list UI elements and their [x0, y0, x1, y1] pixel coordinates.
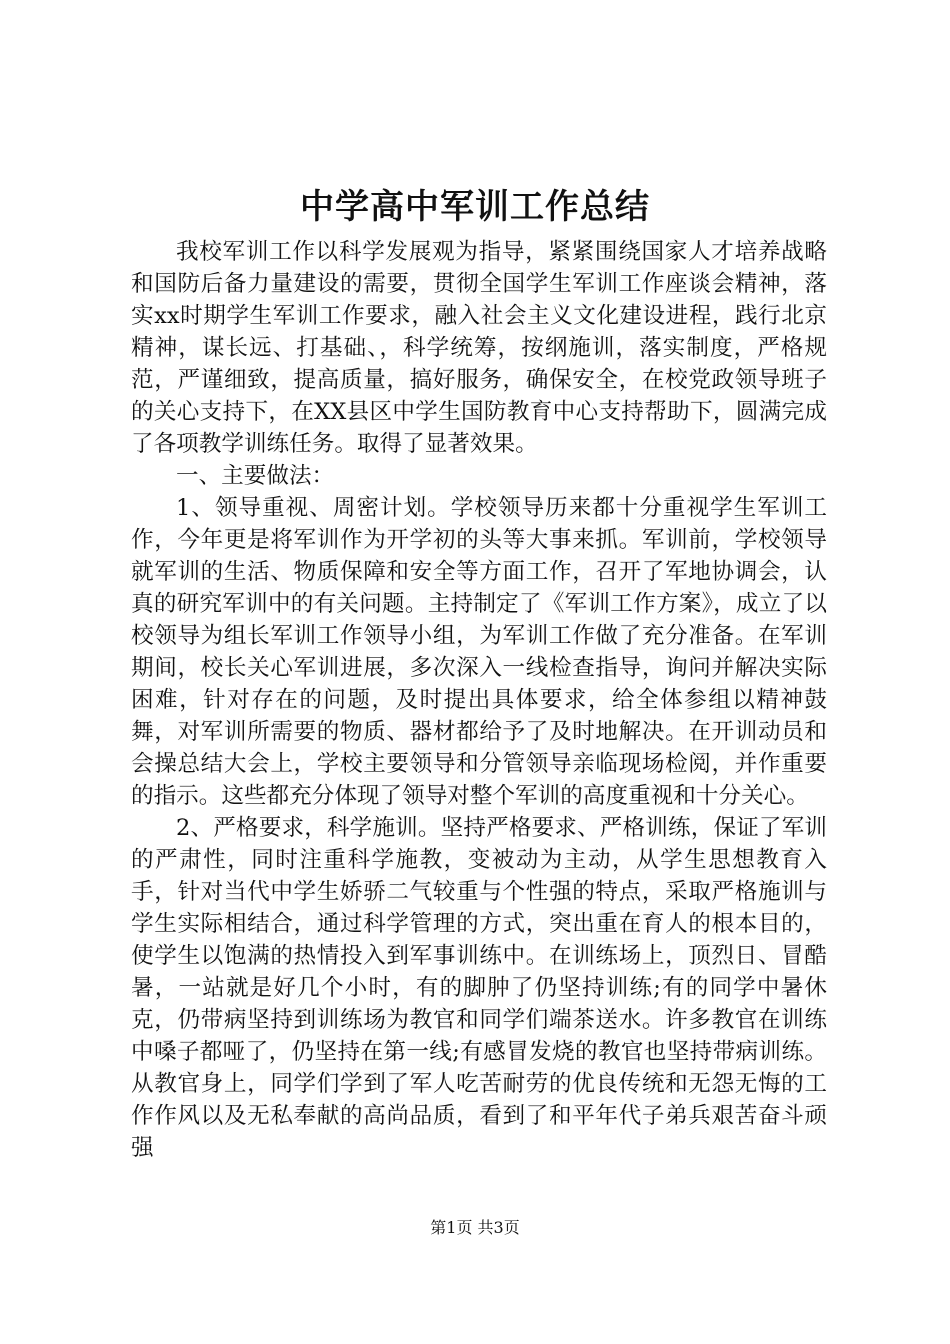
- document-body: [131, 236, 827, 1164]
- paragraph-point-1: 1、领导重视、周密计划。学校领导历来都十分重视学生军训工作，今年更是将军训作为开学初的头等大事来抓。军训前，学校领导就军训的生活、物质保障和安全等方面工作，召开了军地协调会，认真的研究军训中的有关问题。主持制定了《军训工作方案》，成立了以校领导为组长军训工作领导小组，为军训工作做了充分准备。在军训期间，校长关心军训进展，多次深入一线检查指导，询问并解决实际困难，针对存在的问题，及时提出具体要求，给全体参组以精神鼓舞，对军训所需要的物质、器材都给予了及时地解决。在开训动员和会操总结大会上，学校主要领导和分管领导亲临现场检阅，并作重要的指示。这些都充分体现了领导对整个军训的高度重视和十分关心。: [131, 495, 827, 809]
- document-title: 中学高中军训工作总结: [300, 187, 650, 227]
- paragraph-intro: 我校军训工作以科学发展观为指导，紧紧围绕国家人才培养战略和国防后备力量建设的需要，贯彻全国学生军训工作座谈会精神，落实xx时期学生军训工作要求，融入社会主义文化建设进程，践行北京精神，谋长远、打基础、，科学统筹，按纲施训，落实制度，严格规范，严谨细致，提高质量，搞好服务，确保安全，在校党政领导班子的关心支持下，在XX县区中学生国防教育中心支持帮助下，圆满完成了各项教学训练任务。取得了显著效果。: [131, 239, 827, 457]
- page-footer: 第1页 共3页: [430, 1218, 520, 1237]
- paragraph-section-heading: 一、主要做法：: [176, 463, 335, 489]
- paragraph-point-2: 2、严格要求，科学施训。坚持严格要求、严格训练，保证了军训的严肃性，同时注重科学施教，变被动为主动，从学生思想教育入手，针对当代中学生娇骄二气较重与个性强的特点，采取严格施训与学生实际相结合，通过科学管理的方式，突出重在育人的根本目的，使学生以饱满的热情投入到军事训练中。在训练场上，顶烈日、冒酷暑，一站就是好几个小时，有的脚肿了仍坚持训练;有的同学中暑休克，仍带病坚持到训练场为教官和同学们端茶送水。许多教官在训练中嗓子都哑了，仍坚持在第一线;有感冒发烧的教官也坚持带病训练。从教官身上，同学们学到了军人吃苦耐劳的优良传统和无怨无悔的工作作风以及无私奉献的高尚品质，看到了和平年代子弟兵艰苦奋斗顽强: [131, 815, 827, 1161]
